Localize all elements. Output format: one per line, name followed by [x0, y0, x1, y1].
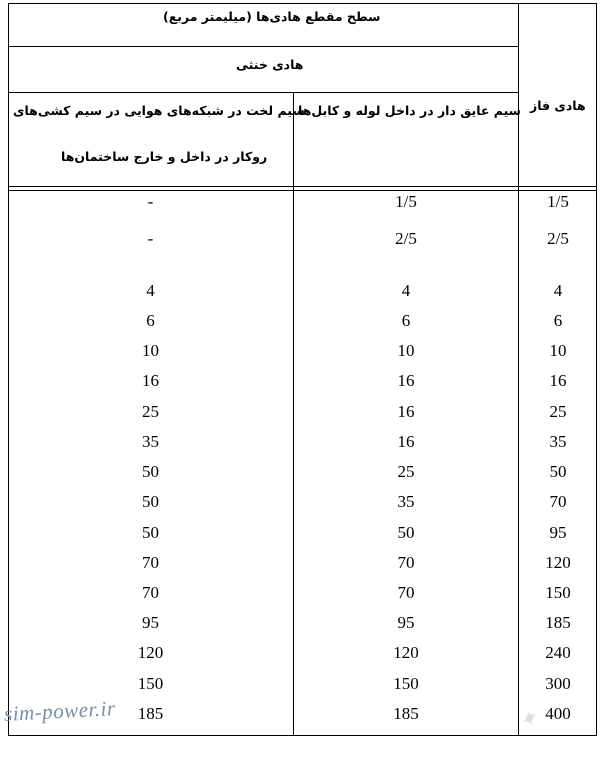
cell-insulated: 16 [397, 432, 415, 451]
cross-section-title: سطح مقطع هادی‌ها (میلیمتر مربع) [163, 9, 381, 24]
cell-phase: 1/5 [547, 192, 569, 211]
cell-insulated: 95 [397, 613, 415, 632]
cell-insulated: 50 [397, 523, 415, 542]
cell-phase: 120 [545, 553, 571, 572]
cell-insulated: 2/5 [395, 229, 417, 248]
cell-insulated: 16 [397, 371, 415, 390]
cell-bare: 150 [137, 674, 164, 693]
cell-phase: 4 [553, 281, 563, 300]
cell-bare: 6 [146, 311, 155, 330]
cell-phase: 95 [549, 523, 567, 542]
cell-phase: 35 [549, 432, 567, 451]
cell-bare: 35 [142, 432, 159, 451]
bare-header-line1: سیم لخت در شبکه‌های هوایی در سیم کشی‌های [13, 103, 305, 118]
cell-bare: 95 [142, 613, 159, 632]
cell-phase: 16 [549, 371, 567, 390]
cell-bare: 50 [142, 492, 159, 511]
divider-neutral [8, 92, 519, 93]
cell-insulated: 16 [397, 402, 415, 421]
cell-insulated: 150 [393, 674, 419, 693]
cell-insulated: 35 [397, 492, 415, 511]
cell-bare: 4 [146, 281, 155, 300]
phase-header: هادی فاز [530, 98, 586, 113]
cell-bare: 10 [142, 341, 159, 360]
watermark: sim-power.ir [3, 696, 117, 726]
cell-insulated: 4 [401, 281, 411, 300]
cell-insulated: 70 [397, 583, 415, 602]
cell-bare: 120 [137, 643, 164, 662]
cell-bare: 185 [137, 704, 164, 723]
cell-bare: 50 [142, 462, 159, 481]
cell-insulated: 185 [393, 704, 419, 723]
watermark-logo: ✦ [513, 704, 543, 735]
cell-phase: 185 [545, 613, 571, 632]
cell-phase: 50 [549, 462, 567, 481]
insulated-header: سیم عایق دار در داخل لوله و کابل‌ها [298, 103, 521, 118]
cell-bare: 50 [142, 523, 159, 542]
cell-bare: - [147, 192, 154, 211]
cell-phase: 6 [553, 311, 563, 330]
cell-insulated: 25 [397, 462, 415, 481]
cell-phase: 240 [545, 643, 571, 662]
cell-bare: 25 [142, 402, 159, 421]
divider-header-bottom-2 [8, 190, 597, 191]
neutral-title: هادی خنثی [236, 57, 304, 72]
cell-insulated: 120 [393, 643, 419, 662]
cell-bare: 70 [142, 583, 159, 602]
cell-insulated: 10 [397, 341, 415, 360]
cell-bare: 70 [142, 553, 159, 572]
divider-title [8, 46, 519, 47]
cell-phase: 400 [545, 704, 571, 723]
cell-insulated: 1/5 [395, 192, 417, 211]
cell-bare: 16 [142, 371, 159, 390]
cell-insulated: 70 [397, 553, 415, 572]
cell-bare: - [147, 229, 154, 248]
cell-phase: 2/5 [547, 229, 569, 248]
bare-header-line2: روکار در داخل و خارج ساختمان‌ها [61, 149, 268, 164]
cell-phase: 25 [549, 402, 567, 421]
cell-phase: 70 [549, 492, 567, 511]
divider-header-bottom [8, 186, 597, 187]
cell-insulated: 6 [401, 311, 411, 330]
cell-phase: 300 [545, 674, 571, 693]
cell-phase: 10 [549, 341, 567, 360]
cell-phase: 150 [545, 583, 571, 602]
